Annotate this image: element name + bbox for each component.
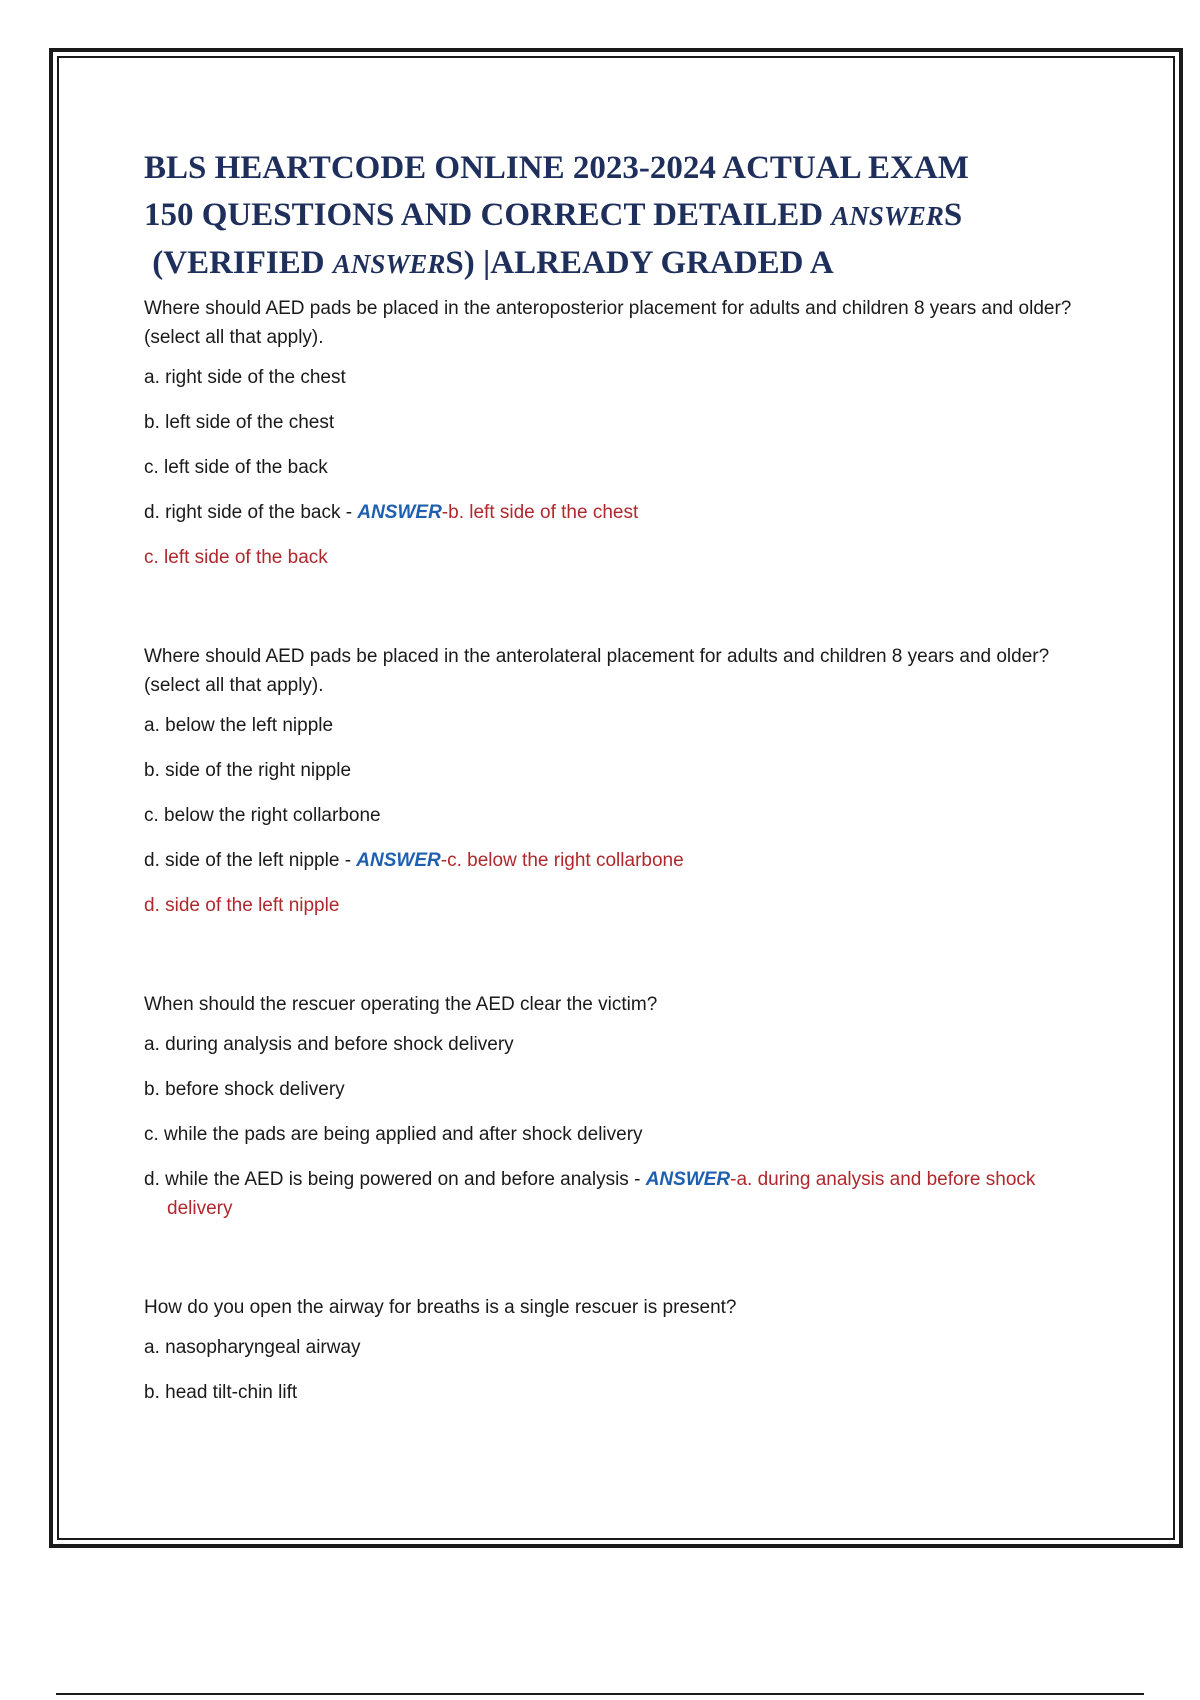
option-a: a. below the left nipple bbox=[144, 715, 334, 736]
answer-continuation: d. side of the left nipple bbox=[144, 895, 340, 916]
option-b: b. side of the right nipple bbox=[144, 760, 352, 781]
option-c: c. left side of the back bbox=[144, 457, 328, 478]
question-text: Where should AED pads be placed in the anteroposterior placement for adults and children 8 years and older? (select all that apply). bbox=[144, 298, 1072, 348]
option-a: a. right side of the chest bbox=[144, 367, 346, 388]
question-1 bbox=[144, 294, 1094, 572]
answer-label: ANSWER bbox=[357, 502, 442, 523]
option-b: b. left side of the chest bbox=[144, 412, 335, 433]
option-a: a. during analysis and before shock delivery bbox=[144, 1034, 514, 1055]
title-line-2: 150 QUESTIONS AND CORRECT DETAILED ANSWERS bbox=[144, 197, 963, 233]
answer-label: ANSWER bbox=[645, 1169, 731, 1190]
option-c: c. while the pads are being applied and after shock delivery bbox=[144, 1124, 643, 1145]
option-b: b. before shock delivery bbox=[144, 1079, 345, 1100]
option-d-with-answer: d. while the AED is being powered on and before analysis - ANSWER-a. during analysis and before shock delivery bbox=[144, 1169, 1036, 1219]
document-content bbox=[144, 145, 1094, 1437]
title-line-3: (VERIFIED ANSWERS) |ALREADY GRADED A bbox=[144, 245, 834, 281]
spacer bbox=[144, 950, 1094, 990]
answer-text: -a. during analysis and before shock delivery bbox=[167, 1169, 1036, 1219]
question-text: When should the rescuer operating the AED clear the victim? bbox=[144, 994, 658, 1015]
question-2 bbox=[144, 642, 1094, 920]
spacer bbox=[144, 1253, 1094, 1293]
answer-continuation: c. left side of the back bbox=[144, 547, 328, 568]
title-line-1: BLS HEARTCODE ONLINE 2023-2024 ACTUAL EXAM bbox=[144, 150, 969, 186]
answer-text: -c. below the right collarbone bbox=[440, 850, 684, 871]
question-text: Where should AED pads be placed in the anterolateral placement for adults and children 8 years and older? (select all that apply). bbox=[144, 646, 1050, 696]
answer-text: -b. left side of the chest bbox=[441, 502, 639, 523]
option-b: b. head tilt-chin lift bbox=[144, 1382, 298, 1403]
option-a: a. nasopharyngeal airway bbox=[144, 1337, 361, 1358]
spacer bbox=[144, 602, 1094, 642]
question-4 bbox=[144, 1293, 1094, 1407]
question-text: How do you open the airway for breaths is a single rescuer is present? bbox=[144, 1297, 737, 1318]
document-title bbox=[144, 145, 1094, 288]
question-3 bbox=[144, 990, 1094, 1223]
option-d-with-answer: d. right side of the back - ANSWER-b. left side of the chest bbox=[144, 502, 639, 523]
option-c: c. below the right collarbone bbox=[144, 805, 381, 826]
footer-rule bbox=[56, 1693, 1144, 1695]
answer-label: ANSWER bbox=[356, 850, 441, 871]
option-d-with-answer: d. side of the left nipple - ANSWER-c. below the right collarbone bbox=[144, 850, 684, 871]
